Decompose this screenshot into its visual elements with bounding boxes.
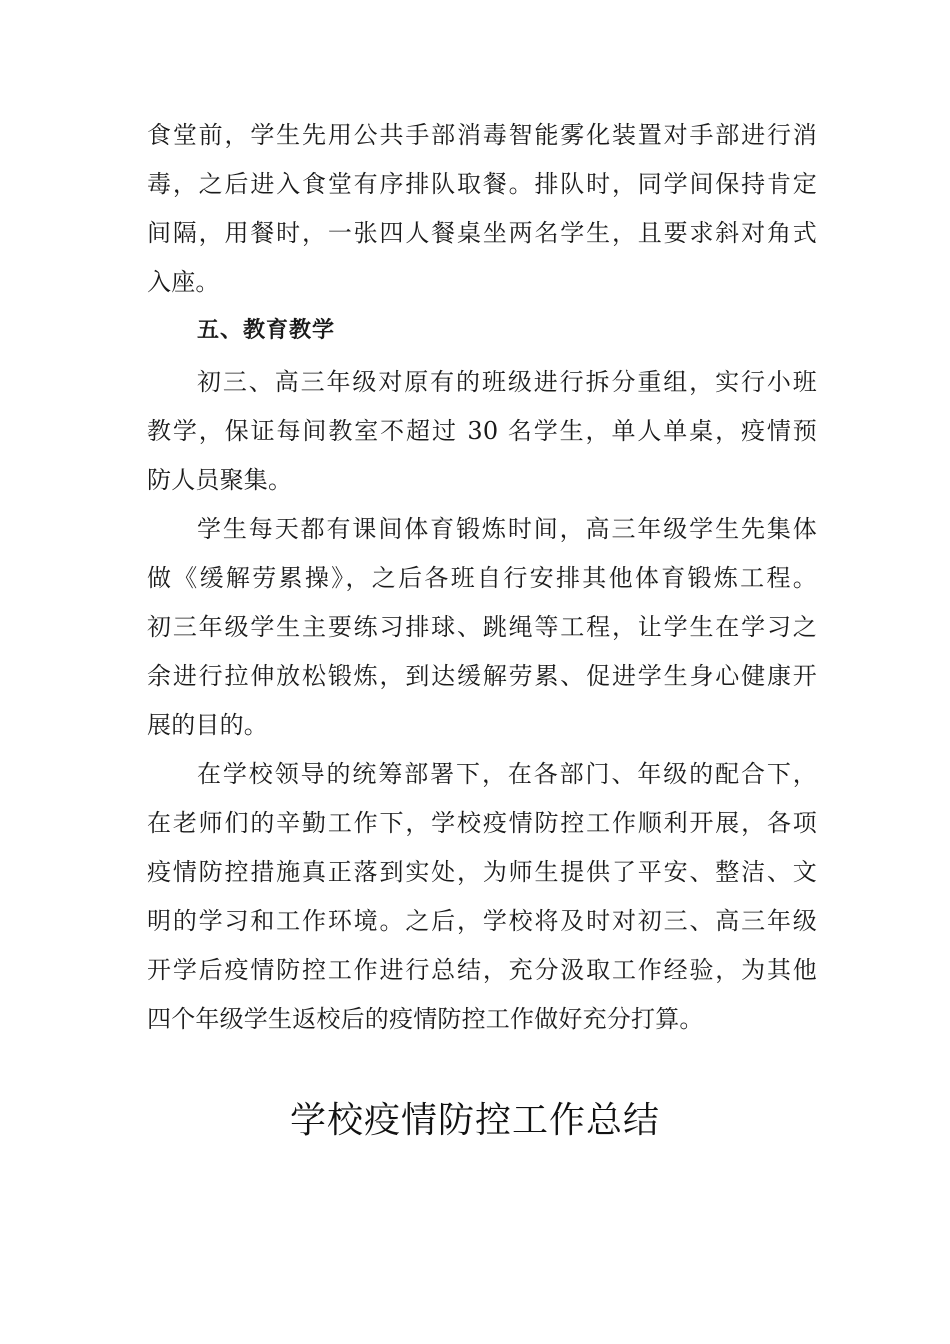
paragraph-line: 学生每天都有课间体育锻炼时间，高三年级学生先集体: [197, 515, 817, 543]
paragraph-line: 在学校领导的统筹部署下，在各部门、年级的配合下，: [197, 760, 817, 788]
paragraph-line: 四个年级学生返校后的疫情防控工作做好充分打算。: [147, 1005, 704, 1033]
paragraph-line: 防人员聚集。: [147, 466, 293, 494]
paragraph-line: 初三、高三年级对原有的班级进行拆分重组，实行小班: [197, 368, 817, 396]
paragraph-line: 入座。: [147, 268, 220, 296]
paragraph-line: 开学后疫情防控工作进行总结，充分汲取工作经验，为其他: [147, 956, 817, 984]
paragraph-line: 教学，保证每间教室不超过 30 名学生，单人单桌，疫情预: [147, 417, 817, 445]
paragraph-line: 做《缓解劳累操》，之后各班自行安排其他体育锻炼工程。: [147, 564, 817, 592]
paragraph-line: 在老师们的辛勤工作下，学校疫情防控工作顺利开展，各项: [147, 809, 817, 837]
paragraph-line: 初三年级学生主要练习排球、跳绳等工程，让学生在学习之: [147, 613, 817, 641]
document-title: 学校疫情防控工作总结: [289, 1100, 660, 1141]
paragraph-line: 疫情防控措施真正落到实处，为师生提供了平安、整洁、文: [147, 858, 817, 886]
paragraph-line: 间隔，用餐时，一张四人餐桌坐两名学生，且要求斜对角式: [147, 219, 817, 247]
paragraph-line: 食堂前，学生先用公共手部消毒智能雾化装置对手部进行消: [147, 121, 817, 149]
paragraph-line: 展的目的。: [147, 711, 268, 739]
paragraph-line: 毒，之后进入食堂有序排队取餐。排队时，同学间保持肯定: [147, 170, 817, 198]
paragraph-line: 明的学习和工作环境。之后，学校将及时对初三、高三年级: [147, 907, 817, 935]
paragraph-line: 余进行拉伸放松锻炼，到达缓解劳累、促进学生身心健康开: [147, 662, 817, 690]
section-heading: 五、教育教学: [197, 318, 336, 343]
